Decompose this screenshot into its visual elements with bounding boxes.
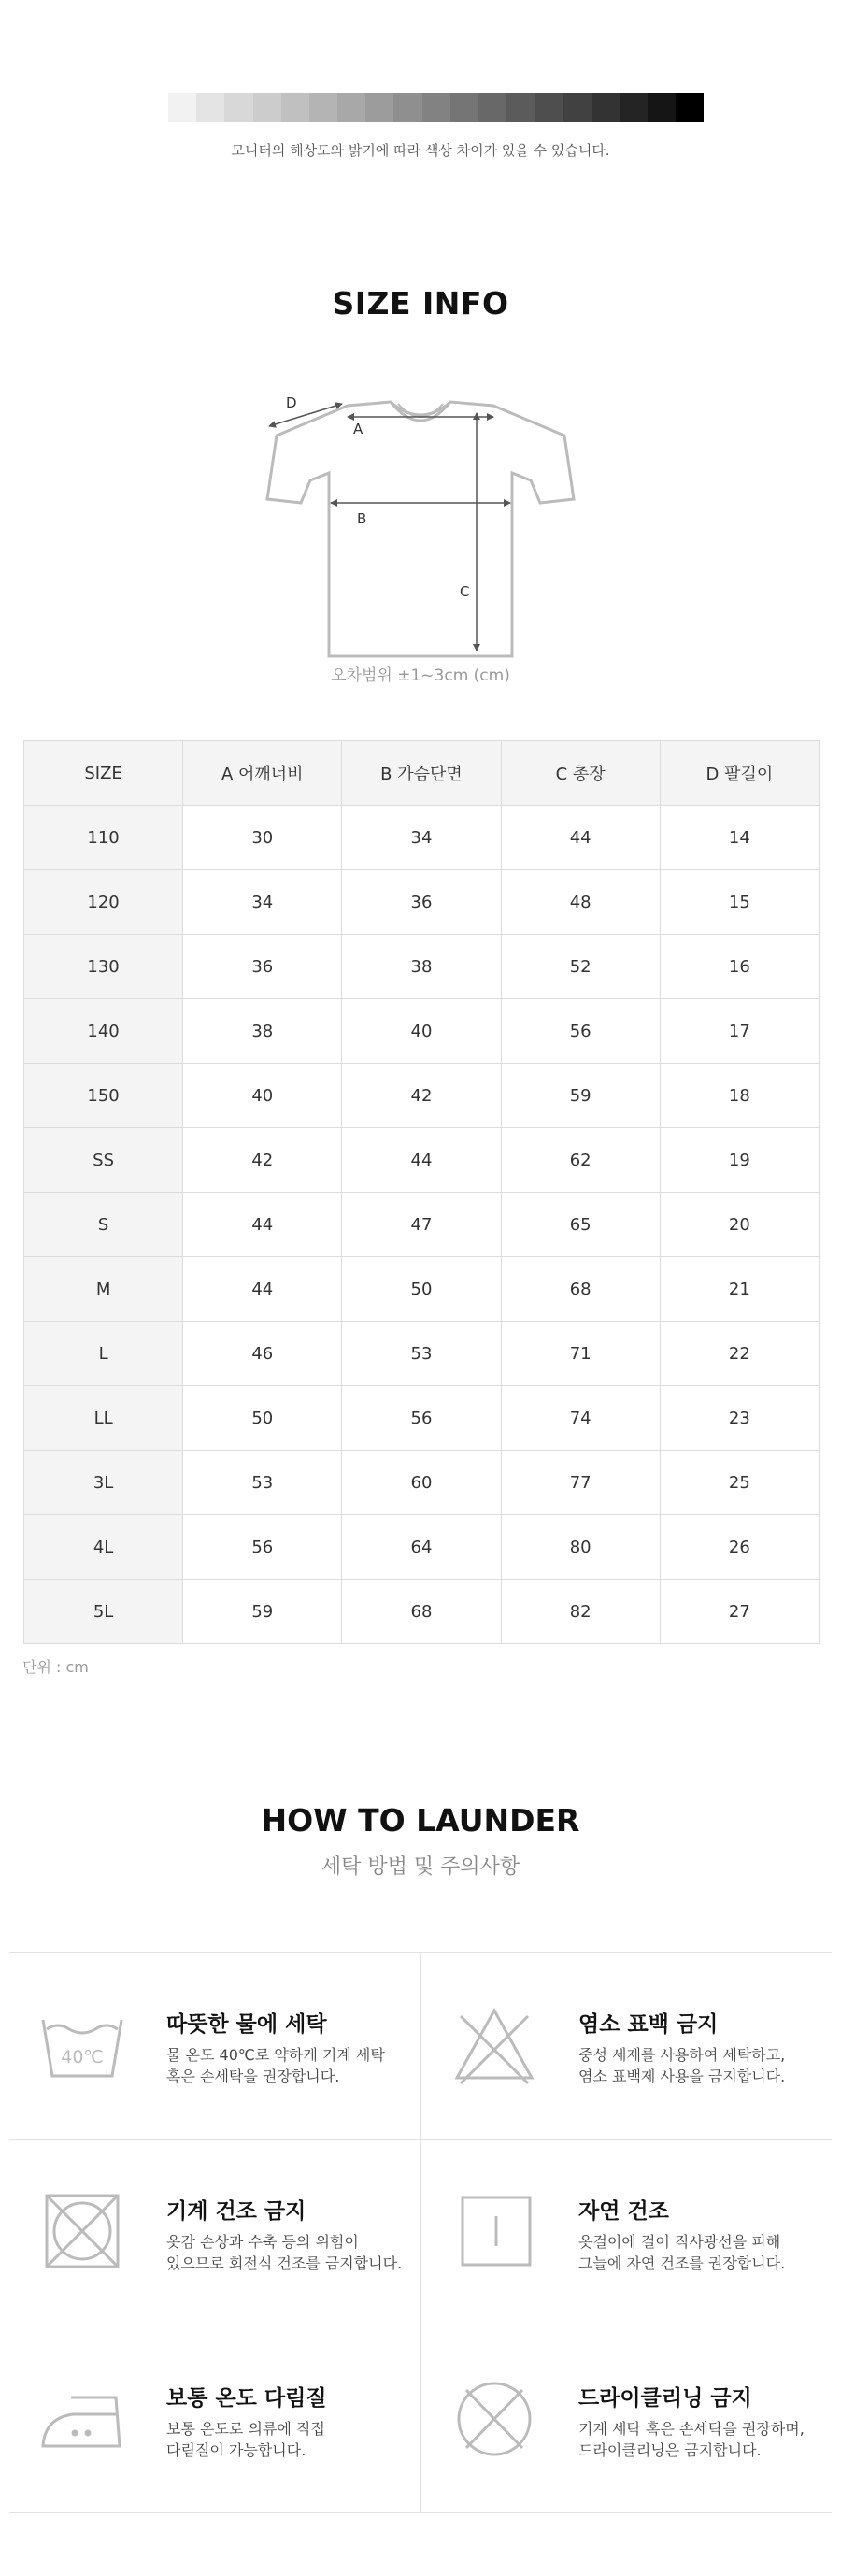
measurement-cell: 44 xyxy=(501,806,660,870)
header-shoulder: A 어깨너비 xyxy=(183,741,342,806)
measurement-cell: 50 xyxy=(183,1386,342,1451)
measurement-cell: 27 xyxy=(660,1580,819,1644)
measurement-cell: 14 xyxy=(660,806,819,870)
size-cell: 140 xyxy=(24,999,183,1064)
size-cell: 150 xyxy=(24,1064,183,1128)
color-swatch xyxy=(563,93,591,122)
measurement-cell: 17 xyxy=(660,999,819,1064)
color-swatch xyxy=(337,93,365,122)
measurement-cell: 65 xyxy=(501,1193,660,1257)
header-size: SIZE xyxy=(24,741,183,806)
measurement-cell: 64 xyxy=(342,1515,501,1580)
measurement-cell: 62 xyxy=(501,1128,660,1193)
table-row xyxy=(24,1064,820,1128)
measurement-cell: 47 xyxy=(342,1193,501,1257)
size-cell: 120 xyxy=(24,870,183,935)
size-table-header-row xyxy=(24,741,820,806)
table-row xyxy=(24,935,820,999)
measurement-cell: 38 xyxy=(342,935,501,999)
measurement-cell: 38 xyxy=(183,999,342,1064)
measurement-cell: 59 xyxy=(501,1064,660,1128)
header-length: C 총장 xyxy=(501,741,660,806)
color-swatch xyxy=(592,93,620,122)
measurement-cell: 16 xyxy=(660,935,819,999)
table-row xyxy=(24,1515,820,1580)
measurement-cell: 68 xyxy=(501,1257,660,1322)
tshirt-diagram xyxy=(252,383,589,664)
measurement-cell: 53 xyxy=(342,1322,501,1386)
measurement-cell: 21 xyxy=(660,1257,819,1322)
table-row xyxy=(24,1128,820,1193)
size-cell: 3L xyxy=(24,1451,183,1515)
size-cell: SS xyxy=(24,1128,183,1193)
table-row xyxy=(24,1193,820,1257)
care-title: 염소 표백 금지 xyxy=(578,2012,719,2037)
measurement-cell: 34 xyxy=(342,806,501,870)
color-gradient-bar xyxy=(140,93,704,122)
care-desc: 보통 온도로 의류에 직접 다림질이 가능합니다. xyxy=(166,2420,325,2459)
table-row xyxy=(24,870,820,935)
care-title: 자연 건조 xyxy=(578,2199,669,2224)
color-swatch xyxy=(676,93,704,122)
measurement-cell: 50 xyxy=(342,1257,501,1322)
measurement-cell: 56 xyxy=(342,1386,501,1451)
launder-subtitle: 세탁 방법 및 주의사항 xyxy=(321,1855,520,1879)
color-swatch xyxy=(224,93,252,122)
color-swatch xyxy=(422,93,450,122)
svg-text:40℃: 40℃ xyxy=(61,2047,104,2068)
color-swatch xyxy=(168,93,196,122)
care-grid xyxy=(9,1952,832,2512)
no-dry-clean-icon xyxy=(448,2377,541,2461)
size-info-title: SIZE INFO xyxy=(332,285,509,322)
measurement-cell: 34 xyxy=(183,870,342,935)
natural-dry-icon xyxy=(448,2190,541,2274)
tolerance-note: 오차범위 ±1~3cm (cm) xyxy=(331,666,510,685)
measurement-cell: 20 xyxy=(660,1193,819,1257)
care-item-warm-wash xyxy=(9,1953,420,2140)
size-cell: S xyxy=(24,1193,183,1257)
color-swatch xyxy=(253,93,281,122)
size-cell: 110 xyxy=(24,806,183,870)
measurement-cell: 19 xyxy=(660,1128,819,1193)
measurement-cell: 40 xyxy=(342,999,501,1064)
size-table xyxy=(23,740,820,1644)
no-tumble-dry-icon xyxy=(36,2190,129,2274)
measurement-cell: 44 xyxy=(183,1257,342,1322)
table-row xyxy=(24,1322,820,1386)
measurement-cell: 25 xyxy=(660,1451,819,1515)
measurement-cell: 74 xyxy=(501,1386,660,1451)
no-bleach-icon xyxy=(448,2003,541,2087)
color-swatch xyxy=(140,93,168,122)
measurement-cell: 82 xyxy=(501,1580,660,1644)
measurement-cell: 44 xyxy=(342,1128,501,1193)
size-cell: LL xyxy=(24,1386,183,1451)
care-title: 드라이클리닝 금지 xyxy=(578,2386,752,2411)
size-cell: M xyxy=(24,1257,183,1322)
measurement-cell: 53 xyxy=(183,1451,342,1515)
care-item-iron xyxy=(9,2326,420,2513)
care-desc: 물 온도 40℃로 약하게 기계 세탁 혹은 손세탁을 권장합니다. xyxy=(166,2046,385,2085)
measurement-cell: 26 xyxy=(660,1515,819,1580)
warm-wash-icon xyxy=(36,2003,129,2087)
care-desc: 옷걸이에 걸어 직사광선을 피해 그늘에 자연 건조를 권장합니다. xyxy=(578,2233,786,2272)
table-row xyxy=(24,806,820,870)
measurement-cell: 44 xyxy=(183,1193,342,1257)
header-sleeve: D 팔길이 xyxy=(660,741,819,806)
table-row xyxy=(24,1257,820,1322)
color-swatch xyxy=(281,93,309,122)
color-swatch xyxy=(478,93,506,122)
measurement-cell: 42 xyxy=(183,1128,342,1193)
measurement-cell: 56 xyxy=(501,999,660,1064)
header-chest: B 가슴단면 xyxy=(342,741,501,806)
measurement-cell: 15 xyxy=(660,870,819,935)
measurement-cell: 77 xyxy=(501,1451,660,1515)
color-swatch xyxy=(196,93,224,122)
unit-note: 단위 : cm xyxy=(22,1658,89,1676)
color-swatch xyxy=(365,93,393,122)
care-title: 기계 건조 금지 xyxy=(166,2199,306,2224)
care-title: 보통 온도 다림질 xyxy=(166,2386,327,2411)
care-desc: 옷감 손상과 수축 등의 위험이 있으므로 회전식 건조를 금지합니다. xyxy=(166,2233,403,2272)
label-b: B xyxy=(357,510,367,527)
measurement-cell: 23 xyxy=(660,1386,819,1451)
tshirt-outline xyxy=(267,402,574,656)
label-c: C xyxy=(460,583,470,600)
care-item-no-bleach xyxy=(420,1953,832,2140)
color-swatch xyxy=(648,93,676,122)
color-notice: 모니터의 해상도와 밝기에 따라 색상 차이가 있을 수 있습니다. xyxy=(231,142,610,159)
measurement-cell: 40 xyxy=(183,1064,342,1128)
measurement-cell: 80 xyxy=(501,1515,660,1580)
care-title: 따뜻한 물에 세탁 xyxy=(166,2012,327,2037)
measurement-cell: 59 xyxy=(183,1580,342,1644)
launder-title: HOW TO LAUNDER xyxy=(261,1802,580,1839)
table-row xyxy=(24,1451,820,1515)
color-swatch xyxy=(393,93,421,122)
care-item-no-dry-clean xyxy=(420,2326,832,2513)
label-d: D xyxy=(286,394,297,411)
care-desc: 중성 세제를 사용하여 세탁하고, 염소 표백제 사용을 금지합니다. xyxy=(578,2046,786,2085)
measurement-cell: 36 xyxy=(183,935,342,999)
measurement-cell: 52 xyxy=(501,935,660,999)
color-swatch xyxy=(620,93,648,122)
care-item-natural-dry xyxy=(420,2140,832,2326)
care-item-no-tumble-dry xyxy=(9,2140,420,2326)
size-cell: 130 xyxy=(24,935,183,999)
measurement-cell: 36 xyxy=(342,870,501,935)
measurement-cell: 71 xyxy=(501,1322,660,1386)
measurement-cell: 48 xyxy=(501,870,660,935)
measurement-cell: 60 xyxy=(342,1451,501,1515)
measurement-cell: 42 xyxy=(342,1064,501,1128)
measurement-cell: 30 xyxy=(183,806,342,870)
care-desc: 기계 세탁 혹은 손세탁을 권장하며, 드라이클리닝은 금지합니다. xyxy=(578,2420,805,2459)
color-swatch xyxy=(450,93,478,122)
measurement-cell: 56 xyxy=(183,1515,342,1580)
color-swatch xyxy=(506,93,535,122)
size-cell: L xyxy=(24,1322,183,1386)
measurement-cell: 18 xyxy=(660,1064,819,1128)
size-cell: 4L xyxy=(24,1515,183,1580)
table-row xyxy=(24,999,820,1064)
measurement-cell: 68 xyxy=(342,1580,501,1644)
size-cell: 5L xyxy=(24,1580,183,1644)
label-a: A xyxy=(353,421,363,437)
table-row xyxy=(24,1386,820,1451)
color-swatch xyxy=(309,93,337,122)
table-row xyxy=(24,1580,820,1644)
color-swatch xyxy=(535,93,563,122)
iron-medium-icon xyxy=(36,2377,129,2461)
measurement-cell: 22 xyxy=(660,1322,819,1386)
measurement-cell: 46 xyxy=(183,1322,342,1386)
